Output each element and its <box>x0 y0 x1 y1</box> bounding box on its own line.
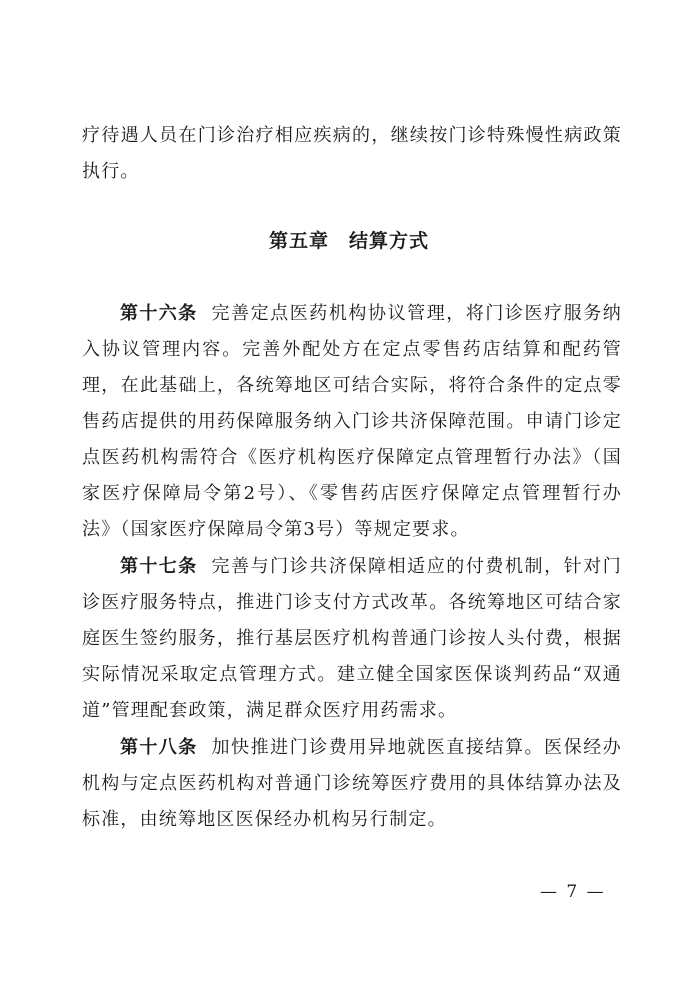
article-18 <box>82 730 622 838</box>
continued-paragraph: 疗待遇人员在门诊治疗相应疾病的，继续按门诊特殊慢性病政策执行。 <box>82 125 622 182</box>
article-17-text: 完善与门诊共济保障相适应的付费机制，针对门诊医疗服务特点，推进门诊支付方式改革。各统筹地区可结合家庭医生签约服务，推行基层医疗机构普通门诊按人头付费，根据实际情况采取定点管理方式。建立健全国家医保谈判药品“双通道”管理配套政策，满足群众医疗用药需求。 <box>82 556 622 721</box>
article-16-text: 完善定点医药机构协议管理，将门诊医疗服务纳入协议管理内容。完善外配处方在定点零售药店结算和配药管理，在此基础上，各统筹地区可结合实际，将符合条件的定点零售药店提供的用药保障服务纳入门诊共济保障范围。申请门诊定点医药机构需符合《医疗机构医疗保障定点管理暂行办法》（国家医疗保障局令第2号）、《零售药店医疗保障定点管理暂行办法》（国家医疗保障局令第3号）等规定要求。 <box>82 303 622 540</box>
article-16-label: 第十六条 <box>120 303 198 324</box>
article-17 <box>82 549 622 729</box>
article-16 <box>82 296 622 548</box>
chapter-title: 第五章 结算方式 <box>268 230 429 252</box>
article-18-label: 第十八条 <box>120 737 198 758</box>
article-18-text: 加快推进门诊费用异地就医直接结算。医保经办机构与定点医药机构对普通门诊统筹医疗费用的具体结算办法及标准，由统筹地区医保经办机构另行制定。 <box>82 737 622 830</box>
article-17-label: 第十七条 <box>120 556 198 577</box>
page-number: — 7 — <box>540 882 606 902</box>
